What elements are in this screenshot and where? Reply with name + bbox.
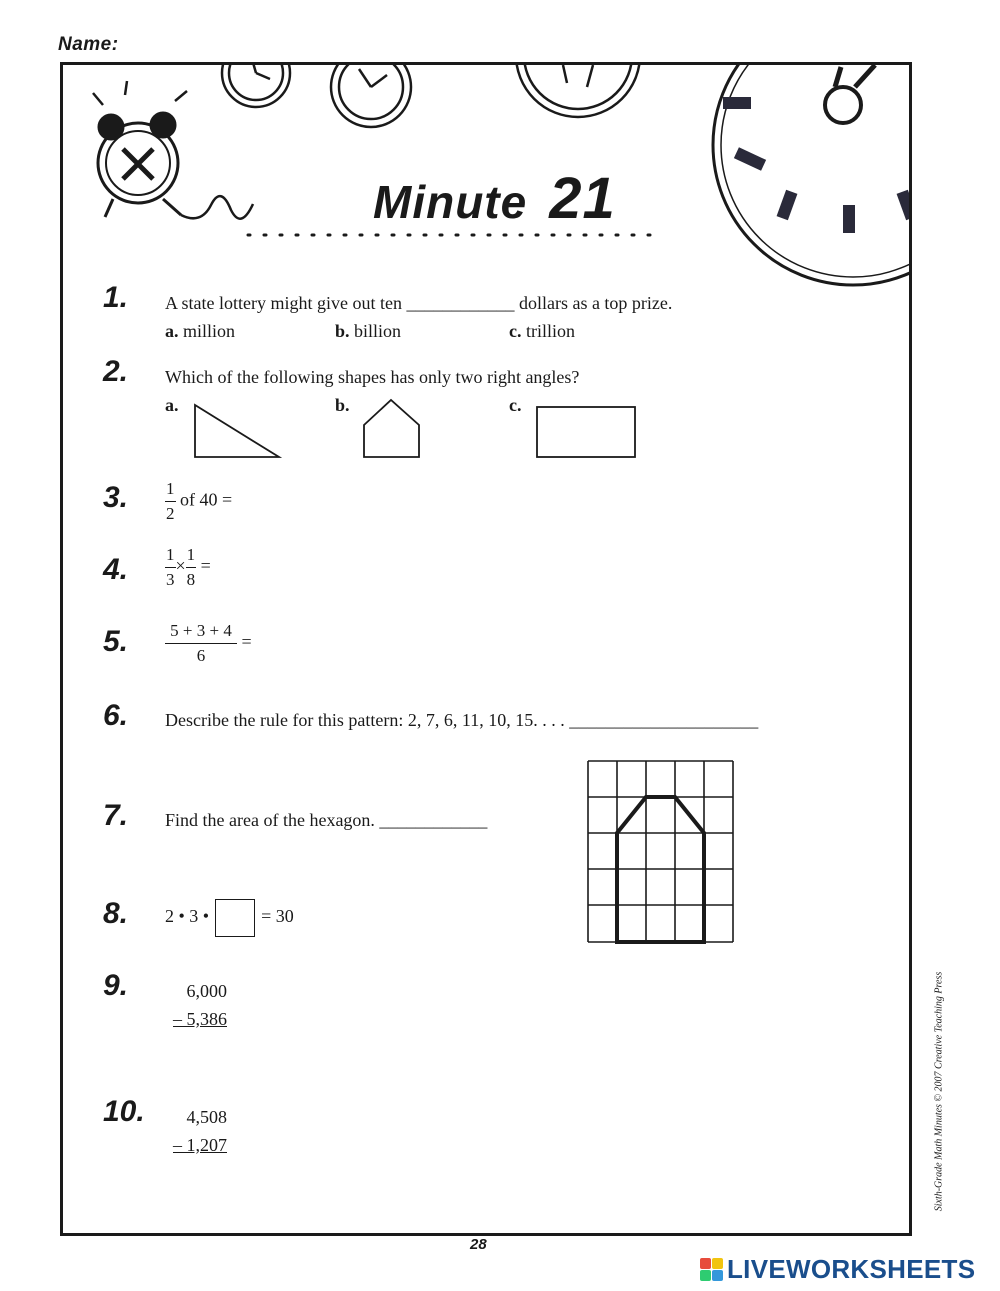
right-triangle-shape bbox=[191, 401, 283, 461]
small-clock-1-icon bbox=[222, 65, 290, 107]
rectangle-shape bbox=[535, 405, 639, 461]
brand-square-yellow bbox=[712, 1258, 723, 1269]
fraction-one-half: $\frac{1}{2}$ bbox=[166, 479, 175, 523]
question-5-expression: $\frac{5 + 3 + 4}{6}$ = bbox=[165, 621, 252, 666]
copyright-credit: Sixth-Grade Math Minutes © 2007 Creative Teaching Press bbox=[933, 971, 945, 1212]
question-10-number: 10. bbox=[103, 1095, 145, 1128]
question-4-expression: $\frac{1}{3}$ × $\frac{1}{8}$ = bbox=[166, 545, 211, 589]
question-2-option-c[interactable]: c. bbox=[509, 395, 522, 415]
answer-box[interactable] bbox=[215, 899, 255, 937]
question-2-number: 2. bbox=[103, 355, 129, 388]
question-1-option-c[interactable]: c. trillion bbox=[509, 321, 575, 341]
page-title bbox=[373, 165, 616, 232]
alarm-clock-icon bbox=[93, 81, 253, 219]
brand-square-red bbox=[700, 1258, 711, 1269]
question-5-number: 5. bbox=[103, 625, 129, 658]
question-7-text: Find the area of the hexagon. ____________ bbox=[165, 810, 488, 830]
brand-name: LIVEWORKSHEETS bbox=[727, 1254, 976, 1284]
pentagon-shape bbox=[361, 397, 425, 461]
fraction-sum-over-six: $\frac{5 + 3 + 4}{6}$ bbox=[165, 621, 237, 666]
question-8-number: 8. bbox=[103, 897, 129, 930]
brand-square-blue bbox=[712, 1270, 723, 1281]
question-1-option-b[interactable]: b. billion bbox=[335, 321, 402, 341]
question-7-number: 7. bbox=[103, 799, 129, 832]
question-10-subtraction: 4,508 – 1,207 bbox=[173, 1107, 227, 1155]
question-6-number: 6. bbox=[103, 699, 129, 732]
title-word: Minute bbox=[373, 176, 528, 228]
question-1-option-a[interactable]: a. million bbox=[165, 321, 236, 341]
small-clock-3-icon bbox=[516, 65, 640, 117]
page-number: 28 bbox=[470, 1236, 487, 1253]
worksheet-frame bbox=[60, 62, 912, 1236]
clock-tick-marks bbox=[723, 97, 909, 233]
name-label: Name: bbox=[58, 34, 119, 55]
title-number: 21 bbox=[549, 166, 616, 231]
question-3-expression: $\frac{1}{2}$ of 40 = bbox=[166, 479, 233, 523]
question-2-option-b[interactable]: b. bbox=[335, 395, 350, 415]
question-9-number: 9. bbox=[103, 969, 129, 1002]
brand-square-green bbox=[700, 1270, 711, 1281]
liveworksheets-icon bbox=[700, 1258, 723, 1281]
small-clock-2-icon bbox=[331, 65, 411, 127]
question-9-subtraction: 6,000 – 5,386 bbox=[173, 981, 227, 1029]
question-1-number: 1. bbox=[103, 281, 129, 314]
fraction-one-eighth: $\frac{1}{8}$ bbox=[186, 545, 196, 589]
question-2-text: Which of the following shapes has only two right angles? bbox=[165, 367, 580, 387]
question-8-expression: 2 • 3 • = 30 bbox=[165, 899, 294, 937]
liveworksheets-logo[interactable] bbox=[700, 1254, 975, 1285]
question-3-number: 3. bbox=[103, 481, 129, 514]
question-2-option-a[interactable]: a. bbox=[165, 395, 179, 415]
fraction-one-third: $\frac{1}{3}$ bbox=[166, 545, 175, 589]
question-1-text: A state lottery might give out ten ____________ dollars as a top prize. bbox=[165, 293, 673, 313]
hexagon-grid bbox=[586, 759, 736, 945]
question-4-number: 4. bbox=[103, 553, 129, 586]
question-6-text: Describe the rule for this pattern: 2, 7, 6, 11, 10, 15. . . . _____________________ bbox=[165, 710, 759, 730]
